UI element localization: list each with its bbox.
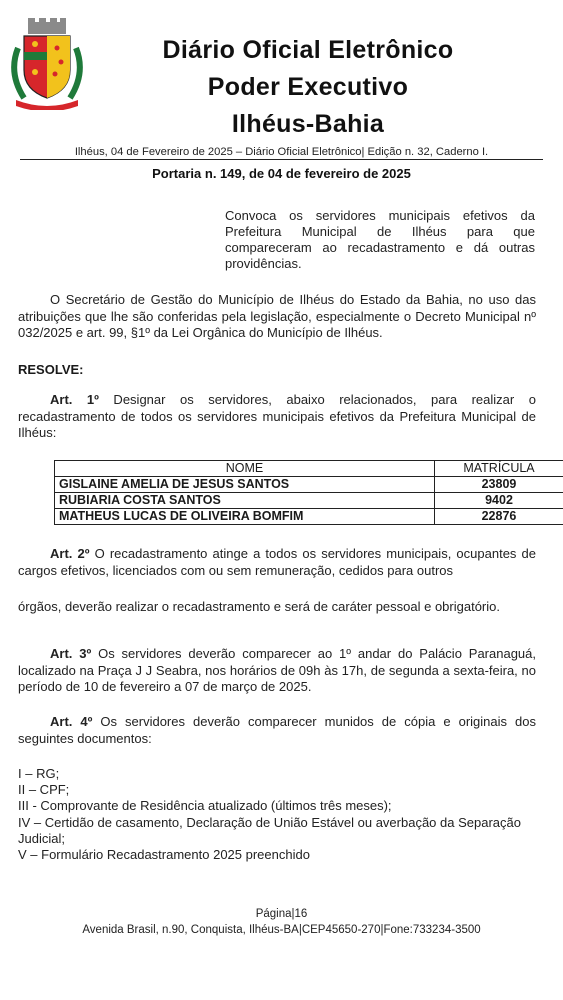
article-text: Designar os servidores, abaixo relacionados, para realizar o recadastramento de todos os servidores municipais efetivos da Prefeitura Municipal de Ilhéus: <box>18 392 536 440</box>
cell-nome: MATHEUS LUCAS DE OLIVEIRA BOMFIM <box>55 509 435 525</box>
title-line: Ilhéus-Bahia <box>231 110 385 138</box>
table-row <box>55 493 563 509</box>
list-item: III - Comprovante de Residência atualizado (últimos três meses); <box>18 798 392 814</box>
table-header-row <box>55 461 563 477</box>
footer-address: Avenida Brasil, n.90, Conquista, Ilhéus-BA|CEP45650-270|Fone:733234-3500 <box>82 924 481 936</box>
coat-of-arms-icon <box>8 18 86 110</box>
document-header <box>0 0 563 150</box>
list-item: V – Formulário Recadastramento 2025 preenchido <box>18 847 310 863</box>
cell-matricula: 22876 <box>435 509 563 525</box>
ementa: Convoca os servidores municipais efetivos da Prefeitura Municipal de Ilhéus para que compareceram ao recadastramento e dá outras providências. <box>225 208 535 271</box>
table-row <box>55 477 563 493</box>
cell-nome: RUBIARIA COSTA SANTOS <box>55 493 435 509</box>
article-2-continuation: órgãos, deverão realizar o recadastramento e será de caráter pessoal e obrigatório. <box>18 599 500 614</box>
article-text: Os servidores deverão comparecer munidos de cópia e originais dos seguintes documentos: <box>18 714 537 746</box>
article-text: Os servidores deverão comparecer ao 1º andar do Palácio Paranaguá, localizado na Praça J J Seabra, nos horários de 09h às 17h, de segunda a sexta-feira, no período de 10 de fevereiro a 07 de março de 2025. <box>18 646 536 694</box>
column-header-nome: NOME <box>55 461 435 477</box>
article-2 <box>18 546 536 579</box>
edition-line: Ilhéus, 04 de Fevereiro de 2025 – Diário Oficial Eletrônico| Edição n. 32, Caderno I. <box>20 146 543 160</box>
column-header-matricula: MATRÍCULA <box>435 461 563 477</box>
servidores-table <box>54 460 563 525</box>
preamble-paragraph: O Secretário de Gestão do Município de Ilhéus do Estado da Bahia, no uso das atribuições que lhe são conferidas pela legislação, especialmente o Decreto Municipal nº 032/2025 e art. 99, §1º da Lei Orgânica do Município de Ilhéus. <box>18 292 536 340</box>
resolve-heading: RESOLVE: <box>18 362 84 377</box>
article-label: Art. 3º <box>50 646 92 661</box>
page-footer <box>0 906 563 938</box>
list-item: I – RG; <box>18 766 60 781</box>
article-1 <box>18 392 536 442</box>
cell-matricula: 9402 <box>435 493 563 509</box>
cell-matricula: 23809 <box>435 477 563 493</box>
list-item: IV – Certidão de casamento, Declaração de União Estável ou averbação da Separação Judicial; <box>18 814 521 846</box>
portaria-title: Portaria n. 149, de 04 de fevereiro de 2025 <box>152 166 411 181</box>
article-4 <box>18 714 536 747</box>
list-item: II – CPF; <box>18 782 70 798</box>
title-line: Poder Executivo <box>207 73 409 101</box>
article-label: Art. 2º <box>50 546 90 561</box>
cell-nome: GISLAINE AMELIA DE JESUS SANTOS <box>55 477 435 493</box>
title-line: Diário Oficial Eletrônico <box>162 36 454 64</box>
article-3 <box>18 646 536 696</box>
article-text: O recadastramento atinge a todos os servidores municipais, ocupantes de cargos efetivos, licenciados com ou sem remuneração, cedidos para outros <box>18 546 537 578</box>
document-title <box>88 32 528 143</box>
article-label: Art. 1º <box>50 392 99 407</box>
document-list <box>18 766 548 863</box>
table-row <box>55 509 563 525</box>
page-number: Página|16 <box>255 908 308 920</box>
article-label: Art. 4º <box>50 714 93 729</box>
